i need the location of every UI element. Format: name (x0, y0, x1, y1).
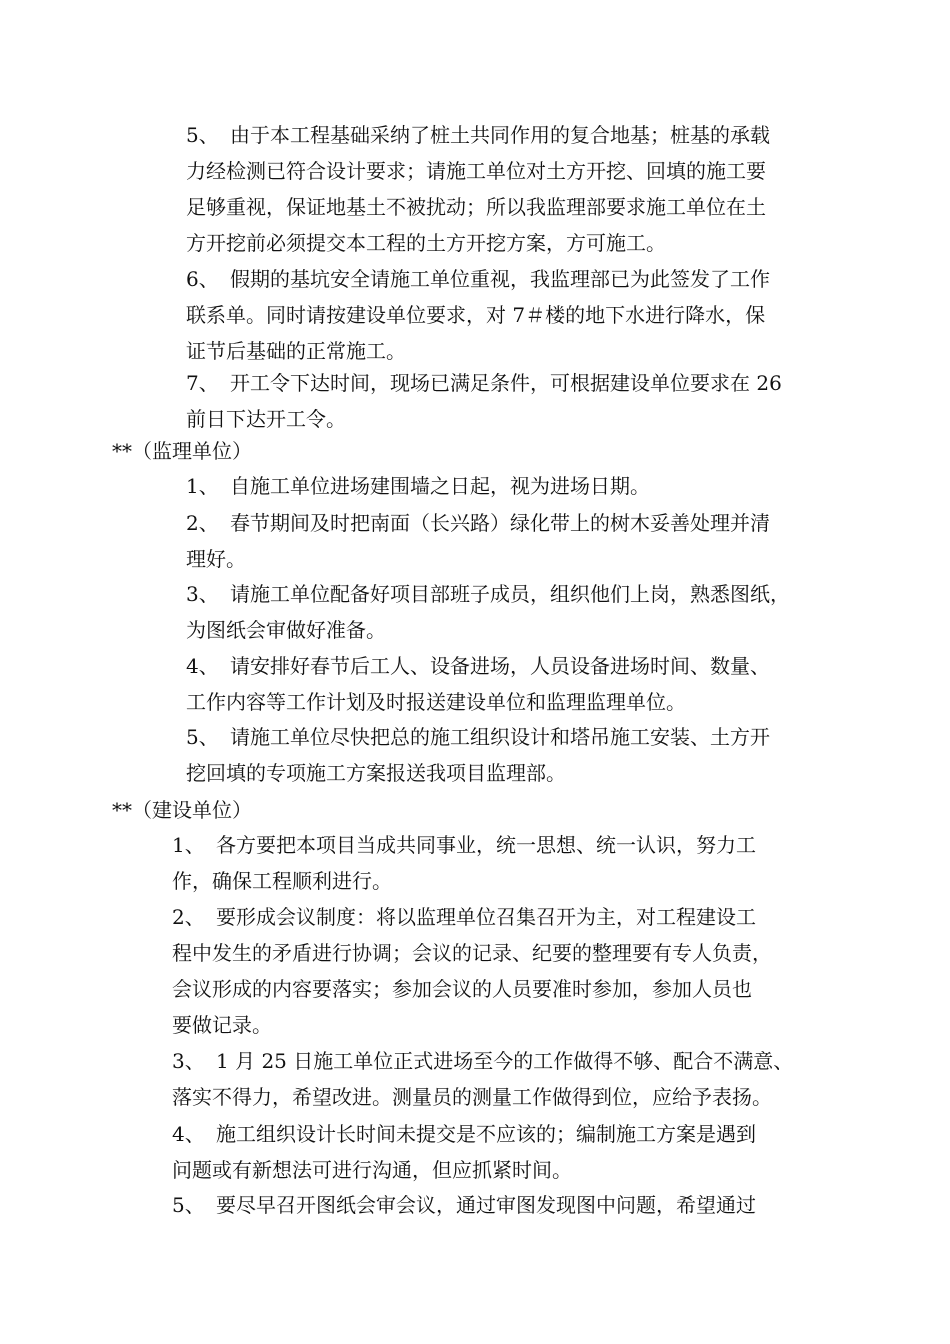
item-line: 作，确保工程顺利进行。 (172, 869, 392, 893)
list-item (186, 365, 782, 437)
list-item (172, 827, 756, 899)
list-item (186, 648, 770, 720)
item-line: 挖回填的专项施工方案报送我项目监理部。 (186, 761, 566, 785)
section-heading-owner: **（建设单位） (112, 798, 252, 822)
item-line: 联系单。同时请按建设单位要求，对 7＃楼的地下水进行降水，保 (186, 303, 766, 327)
section-heading-supervision: **（监理单位） (112, 439, 252, 463)
item-line: 理好。 (186, 547, 246, 571)
item-line: 2、 春节期间及时把南面（长兴路）绿化带上的树木妥善处理并清 (186, 505, 770, 541)
item-number: 5、 (186, 725, 219, 749)
item-line: 工作内容等工作计划及时报送建设单位和监理监理单位。 (186, 690, 686, 714)
item-line: 1、 各方要把本项目当成共同事业，统一思想、统一认识，努力工 (172, 827, 756, 863)
list-item (186, 505, 770, 577)
list-item (186, 468, 650, 504)
item-line: 5、 请施工单位尽快把总的施工组织设计和塔吊施工安装、土方开 (186, 719, 770, 755)
item-line: 程中发生的矛盾进行协调；会议的记录、纪要的整理要有专人负责， (172, 941, 772, 965)
item-line: 方开挖前必须提交本工程的土方开挖方案，方可施工。 (186, 231, 666, 255)
item-number: 5、 (172, 1193, 205, 1217)
item-number: 4、 (172, 1122, 205, 1146)
item-line: 力经检测已符合设计要求；请施工单位对土方开挖、回填的施工要 (186, 159, 766, 183)
item-number: 1、 (172, 833, 205, 857)
item-line: 5、 由于本工程基础采纳了桩土共同作用的复合地基；桩基的承载 (186, 117, 770, 153)
list-item (186, 719, 770, 791)
item-line: 证节后基础的正常施工。 (186, 339, 406, 363)
item-line: 前日下达开工令。 (186, 407, 346, 431)
list-item (172, 1043, 793, 1115)
list-item (186, 576, 790, 648)
item-number: 2、 (186, 511, 219, 535)
item-line: 2、 要形成会议制度：将以监理单位召集召开为主，对工程建设工 (172, 899, 772, 935)
item-line: 足够重视，保证地基土不被扰动；所以我监理部要求施工单位在土 (186, 195, 766, 219)
item-line: 要做记录。 (172, 1013, 272, 1037)
item-line: 3、 请施工单位配备好项目部班子成员，组织他们上岗，熟悉图纸， (186, 576, 790, 612)
item-number: 3、 (172, 1049, 205, 1073)
item-line: 5、 要尽早召开图纸会审会议，通过审图发现图中问题，希望通过 (172, 1187, 756, 1223)
item-line: 为图纸会审做好准备。 (186, 618, 386, 642)
list-item (172, 1187, 756, 1223)
list-item (172, 899, 772, 1043)
item-line: 1、 自施工单位进场建围墙之日起，视为进场日期。 (186, 468, 650, 504)
list-item (186, 261, 770, 369)
item-number: 3、 (186, 582, 219, 606)
item-line: 会议形成的内容要落实；参加会议的人员要准时参加，参加人员也 (172, 977, 752, 1001)
item-number: 6、 (186, 267, 219, 291)
item-number: 1、 (186, 474, 219, 498)
item-number: 4、 (186, 654, 219, 678)
item-line: 6、 假期的基坑安全请施工单位重视，我监理部已为此签发了工作 (186, 261, 770, 297)
item-number: 7、 (186, 371, 219, 395)
item-number: 2、 (172, 905, 205, 929)
item-line: 问题或有新想法可进行沟通，但应抓紧时间。 (172, 1158, 572, 1182)
item-line: 7、 开工令下达时间，现场已满足条件，可根据建设单位要求在 26 (186, 365, 782, 401)
item-line: 落实不得力，希望改进。测量员的测量工作做得到位，应给予表扬。 (172, 1085, 772, 1109)
list-item (172, 1116, 756, 1188)
item-line: 4、 施工组织设计长时间未提交是不应该的；编制施工方案是遇到 (172, 1116, 756, 1152)
item-number: 5、 (186, 123, 219, 147)
item-line: 3、 1 月 25 日施工单位正式进场至今的工作做得不够、配合不满意、 (172, 1043, 793, 1079)
list-item (186, 117, 770, 261)
item-line: 4、 请安排好春节后工人、设备进场，人员设备进场时间、数量、 (186, 648, 770, 684)
